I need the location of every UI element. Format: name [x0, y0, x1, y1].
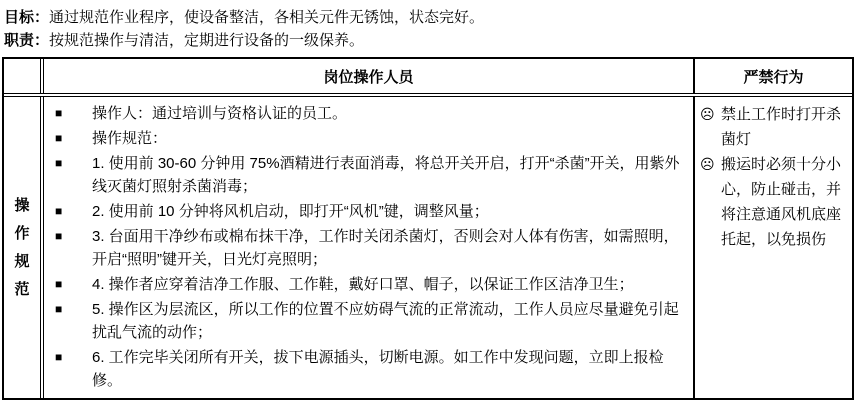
operator-list-item — [55, 102, 687, 125]
goal-text: 通过规范作业程序，使设备整洁，各相关元件无锈蚀，状态完好。 — [49, 9, 485, 26]
square-bullet-icon: ■ — [55, 302, 63, 316]
table-body-row — [4, 97, 852, 398]
header-cell-operator: 岗位操作人员 — [44, 59, 695, 93]
duty-text: 按规范操作与清洁，定期进行设备的一级保养。 — [49, 32, 365, 49]
frowning-face-icon: ☹ — [700, 106, 715, 122]
prohibited-item-text: 禁止工作时打开杀菌灯 — [721, 106, 842, 148]
header-cell-prohibited: 严禁行为 — [743, 68, 804, 86]
operator-item-text: 5. 操作区为层流区，所以工作的位置不应妨碍气流的正常流动，工作人员应尽量避免引起扰乱气流的动作； — [92, 301, 679, 341]
prohibited-cell — [695, 97, 852, 398]
prohibited-list-item — [700, 152, 851, 252]
operator-list-item — [55, 346, 687, 392]
operator-list-item — [55, 127, 687, 150]
prohibited-list-item — [700, 102, 851, 152]
square-bullet-icon: ■ — [55, 277, 63, 291]
square-bullet-icon: ■ — [55, 156, 63, 170]
operator-list-item — [55, 225, 687, 271]
row-label-vertical-text: 操作规范 — [14, 196, 30, 298]
intro-section — [0, 0, 856, 52]
operator-item-text: 2. 使用前 10 分钟将风机启动，即打开“风机”键，调整风量； — [92, 203, 489, 220]
operator-item-text: 操作人：通过培训与资格认证的员工。 — [92, 105, 348, 122]
operator-list-item — [55, 152, 687, 198]
goal-line — [4, 6, 856, 29]
operator-list-item — [55, 273, 687, 296]
operator-list-item — [55, 298, 687, 344]
goal-label: 目标： — [4, 9, 50, 26]
operator-item-text: 3. 台面用干净纱布或棉布抹干净，工作时关闭杀菌灯，否则会对人体有伤害，如需照明，开启“照明”键开关，日光灯亮照明； — [92, 228, 679, 268]
square-bullet-icon: ■ — [55, 350, 63, 364]
operator-item-text: 4. 操作者应穿着洁净工作服、工作鞋，戴好口罩、帽子，以保证工作区洁净卫生； — [92, 276, 634, 293]
operator-list-item — [55, 200, 687, 223]
square-bullet-icon: ■ — [55, 204, 63, 218]
duty-line — [4, 29, 856, 52]
operator-item-text: 操作规范： — [92, 130, 168, 147]
operator-item-text: 1. 使用前 30-60 分钟用 75%酒精进行表面消毒，将总开关开启，打开“杀菌”开关，用紫外线灭菌灯照射杀菌消毒； — [92, 155, 680, 195]
header-cell-empty — [4, 59, 44, 93]
row-label-cell — [4, 97, 44, 398]
operator-item-text: 6. 工作完毕关闭所有开关，拔下电源插头，切断电源。如工作中发现问题，立即上报检修。 — [92, 349, 664, 389]
operator-list — [44, 97, 693, 392]
square-bullet-icon: ■ — [55, 106, 63, 120]
operator-cell — [44, 97, 695, 398]
frowning-face-icon: ☹ — [700, 156, 715, 172]
sop-table — [2, 57, 854, 400]
prohibited-item-text: 搬运时必须十分小心，防止碰击，并将注意通风机底座托起，以免损伤 — [721, 156, 842, 248]
duty-label: 职责： — [4, 32, 50, 49]
square-bullet-icon: ■ — [55, 131, 63, 145]
table-header-row — [4, 59, 852, 97]
prohibited-list — [695, 97, 852, 252]
square-bullet-icon: ■ — [55, 229, 63, 243]
